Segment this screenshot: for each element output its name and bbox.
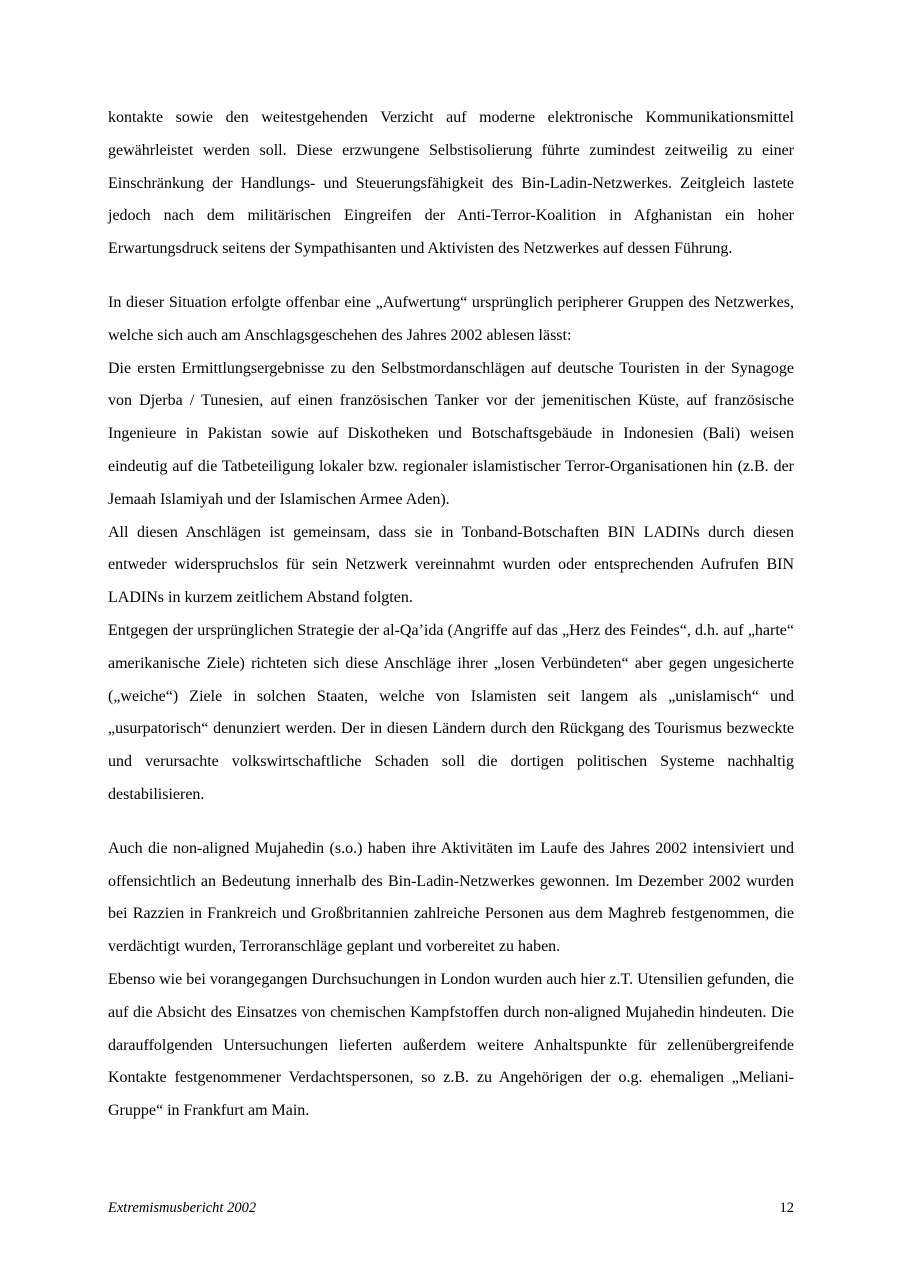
paragraph: kontakte sowie den weitestgehenden Verzicht auf moderne elektronische Kommunikationsmittel gewährleistet werden soll. Diese erzwungene Selbstisolierung führte zumindest zeitweilig zu einer Einschränkung der Handlungs- und Steuerungsfähigkeit des Bin-Ladin-Netzwerkes. Zeitgleich lastete jedoch nach dem militärischen Eingreifen der Anti-Terror-Koalition in Afghanistan ein hoher Erwartungsdruck seitens der Sympathisanten und Aktivisten des Netzwerkes auf dessen Führung. (108, 109, 794, 258)
paragraph: In dieser Situation erfolgte offenbar eine „Aufwertung“ ursprünglich peripherer Gruppen des Netzwerkes, welche sich auch am Anschlagsgeschehen des Jahres 2002 ablesen lässt: (108, 293, 794, 344)
page-number: 12 (779, 1200, 794, 1216)
paragraph: Entgegen der ursprünglichen Strategie der al-Qa’ida (Angriffe auf das „Herz des Feindes“, d.h. auf „harte“ amerikanische Ziele) richteten sich diese Anschläge ihrer „losen Verbündeten“ aber gegen ungesicherte („weiche“) Ziele in solchen Staaten, welche von Islamisten seit langem als „unislamisch“ und „usurpatorisch“ denunziert werden. Der in diesen Ländern durch den Rückgang des Tourismus bezweckte und verursachte volkswirtschaftliche Schaden soll die dortigen politischen Systeme nachhaltig destabilisieren. (108, 621, 794, 803)
paragraph-gap (108, 266, 794, 287)
paragraph: Auch die non-aligned Mujahedin (s.o.) haben ihre Aktivitäten im Laufe des Jahres 2002 intensiviert und offensichtlich an Bedeutung innerhalb des Bin-Ladin-Netzwerkes gewonnen. Im Dezember 2002 wurden bei Razzien in Frankreich und Großbritannien zahlreiche Personen aus dem Maghreb festgenommen, die verdächtigt wurden, Terroranschläge geplant und vorbereitet zu haben. (108, 839, 794, 956)
body-text (108, 102, 794, 1128)
paragraph: Ebenso wie bei vorangegangen Durchsuchungen in London wurden auch hier z.T. Utensilien gefunden, die auf die Absicht des Einsatzes von chemischen Kampfstoffen durch non-aligned Mujahedin hindeuten. Die darauffolgenden Untersuchungen lieferten außerdem weitere Anhaltspunkte für zellenübergreifende Kontakte festgenommener Verdachtspersonen, so z.B. zu Angehörigen der o.g. ehemaligen „Meliani-Gruppe“ in Frankfurt am Main. (108, 970, 794, 1120)
paragraph: Die ersten Ermittlungsergebnisse zu den Selbstmordanschlägen auf deutsche Touristen in der Synagoge von Djerba / Tunesien, auf einen französischen Tanker vor der jemenitischen Küste, auf französische Ingenieure in Pakistan sowie auf Diskotheken und Botschaftsgebäude in Indonesien (Bali) weisen eindeutig auf die Tatbeteiligung lokaler bzw. regionaler islamistischer Terror-Organisationen hin (z.B. der Jemaah Islamiyah und der Islamischen Armee Aden). (108, 359, 794, 508)
paragraph: All diesen Anschlägen ist gemeinsam, dass sie in Tonband-Botschaften BIN LADINs durch diesen entweder widerspruchslos für sein Netzwerk vereinnahmt wurden oder entsprechenden Aufrufen BIN LADINs in kurzem zeitlichem Abstand folgten. (108, 523, 794, 607)
footer-title: Extremismusbericht 2002 (108, 1200, 257, 1216)
paragraph-gap (108, 812, 794, 833)
